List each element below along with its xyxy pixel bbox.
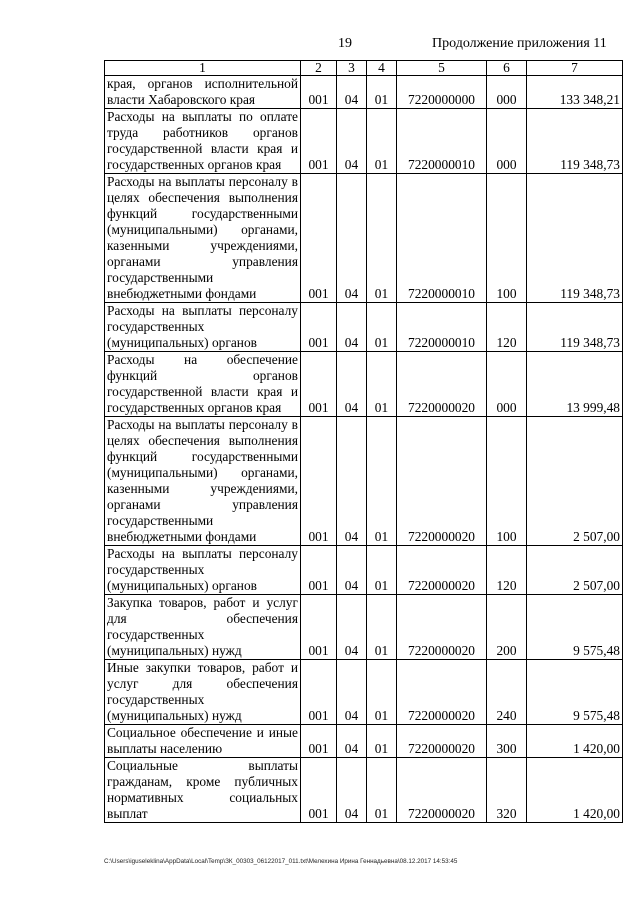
section-code: 04 [337, 174, 367, 303]
admin-code: 001 [301, 352, 337, 417]
expense-type-code: 120 [487, 546, 527, 595]
target-article-code: 7220000000 [397, 76, 487, 109]
expense-type-code: 240 [487, 660, 527, 725]
table-row [105, 352, 623, 417]
row-name: Иные закупки товаров, работ и услуг для обеспечения государственных (муниципальных) нужд [105, 660, 301, 725]
subsection-code: 01 [367, 546, 397, 595]
expense-type-code: 300 [487, 725, 527, 758]
table-row [105, 417, 623, 546]
amount: 13 999,48 [527, 352, 623, 417]
row-name: Социальное обеспечение и иные выплаты населению [105, 725, 301, 758]
amount: 2 507,00 [527, 417, 623, 546]
amount: 119 348,73 [527, 303, 623, 352]
target-article-code: 7220000010 [397, 109, 487, 174]
column-header: 4 [367, 61, 397, 76]
section-code: 04 [337, 725, 367, 758]
amount: 1 420,00 [527, 725, 623, 758]
amount: 119 348,73 [527, 174, 623, 303]
target-article-code: 7220000020 [397, 546, 487, 595]
page-number: 19 [338, 36, 352, 51]
table-row [105, 595, 623, 660]
row-name: Расходы на выплаты персоналу в целях обеспечения выполнения функций государственными (муниципальными) органами, казенными учреждениями, органами управления государственными внебюджетными фондами [105, 174, 301, 303]
admin-code: 001 [301, 76, 337, 109]
table-row [105, 758, 623, 823]
row-name: Расходы на выплаты по оплате труда работников органов государственной власти края и государственных органов края [105, 109, 301, 174]
admin-code: 001 [301, 660, 337, 725]
expense-type-code: 000 [487, 109, 527, 174]
table-header-row [105, 61, 623, 76]
table-row [105, 109, 623, 174]
table-row [105, 725, 623, 758]
section-code: 04 [337, 303, 367, 352]
target-article-code: 7220000010 [397, 303, 487, 352]
admin-code: 001 [301, 303, 337, 352]
admin-code: 001 [301, 109, 337, 174]
target-article-code: 7220000010 [397, 174, 487, 303]
budget-table [104, 60, 623, 823]
expense-type-code: 000 [487, 76, 527, 109]
section-code: 04 [337, 595, 367, 660]
section-code: 04 [337, 546, 367, 595]
subsection-code: 01 [367, 595, 397, 660]
row-name: Расходы на выплаты персоналу в целях обеспечения выполнения функций государственными (муниципальными) органами, казенными учреждениями, органами управления государственными внебюджетными фондами [105, 417, 301, 546]
target-article-code: 7220000020 [397, 595, 487, 660]
section-code: 04 [337, 758, 367, 823]
section-code: 04 [337, 352, 367, 417]
column-header: 1 [105, 61, 301, 76]
column-header: 6 [487, 61, 527, 76]
amount: 133 348,21 [527, 76, 623, 109]
amount: 2 507,00 [527, 546, 623, 595]
column-header: 3 [337, 61, 367, 76]
admin-code: 001 [301, 725, 337, 758]
table-row [105, 174, 623, 303]
admin-code: 001 [301, 174, 337, 303]
section-code: 04 [337, 76, 367, 109]
subsection-code: 01 [367, 660, 397, 725]
subsection-code: 01 [367, 725, 397, 758]
section-code: 04 [337, 660, 367, 725]
amount: 119 348,73 [527, 109, 623, 174]
column-header: 7 [527, 61, 623, 76]
footer-file-path: C:\Users\iguseleklina\AppData\Local\Temp\ЗК_00303_06122017_011.txt\Мелехина Ирина Геннадьевна\08.12.2017 14:53:45 [104, 858, 458, 865]
table-row [105, 76, 623, 109]
row-name: Расходы на выплаты персоналу государственных (муниципальных) органов [105, 546, 301, 595]
subsection-code: 01 [367, 174, 397, 303]
target-article-code: 7220000020 [397, 758, 487, 823]
row-name: края, органов исполнительной власти Хабаровского края [105, 76, 301, 109]
expense-type-code: 120 [487, 303, 527, 352]
row-name: Закупка товаров, работ и услуг для обеспечения государственных (муниципальных) нужд [105, 595, 301, 660]
target-article-code: 7220000020 [397, 417, 487, 546]
subsection-code: 01 [367, 76, 397, 109]
expense-type-code: 100 [487, 417, 527, 546]
admin-code: 001 [301, 595, 337, 660]
expense-type-code: 320 [487, 758, 527, 823]
target-article-code: 7220000020 [397, 725, 487, 758]
target-article-code: 7220000020 [397, 352, 487, 417]
subsection-code: 01 [367, 352, 397, 417]
amount: 9 575,48 [527, 595, 623, 660]
subsection-code: 01 [367, 758, 397, 823]
row-name: Расходы на выплаты персоналу государственных (муниципальных) органов [105, 303, 301, 352]
section-code: 04 [337, 417, 367, 546]
column-header: 2 [301, 61, 337, 76]
target-article-code: 7220000020 [397, 660, 487, 725]
column-header: 5 [397, 61, 487, 76]
admin-code: 001 [301, 546, 337, 595]
expense-type-code: 000 [487, 352, 527, 417]
section-code: 04 [337, 109, 367, 174]
subsection-code: 01 [367, 303, 397, 352]
table-row [105, 660, 623, 725]
subsection-code: 01 [367, 417, 397, 546]
amount: 9 575,48 [527, 660, 623, 725]
admin-code: 001 [301, 417, 337, 546]
expense-type-code: 200 [487, 595, 527, 660]
admin-code: 001 [301, 758, 337, 823]
row-name: Социальные выплаты гражданам, кроме публичных нормативных социальных выплат [105, 758, 301, 823]
table-row [105, 546, 623, 595]
table-row [105, 303, 623, 352]
row-name: Расходы на обеспечение функций органов государственной власти края и государственных органов края [105, 352, 301, 417]
expense-type-code: 100 [487, 174, 527, 303]
amount: 1 420,00 [527, 758, 623, 823]
subsection-code: 01 [367, 109, 397, 174]
continuation-label: Продолжение приложения 11 [432, 36, 607, 51]
